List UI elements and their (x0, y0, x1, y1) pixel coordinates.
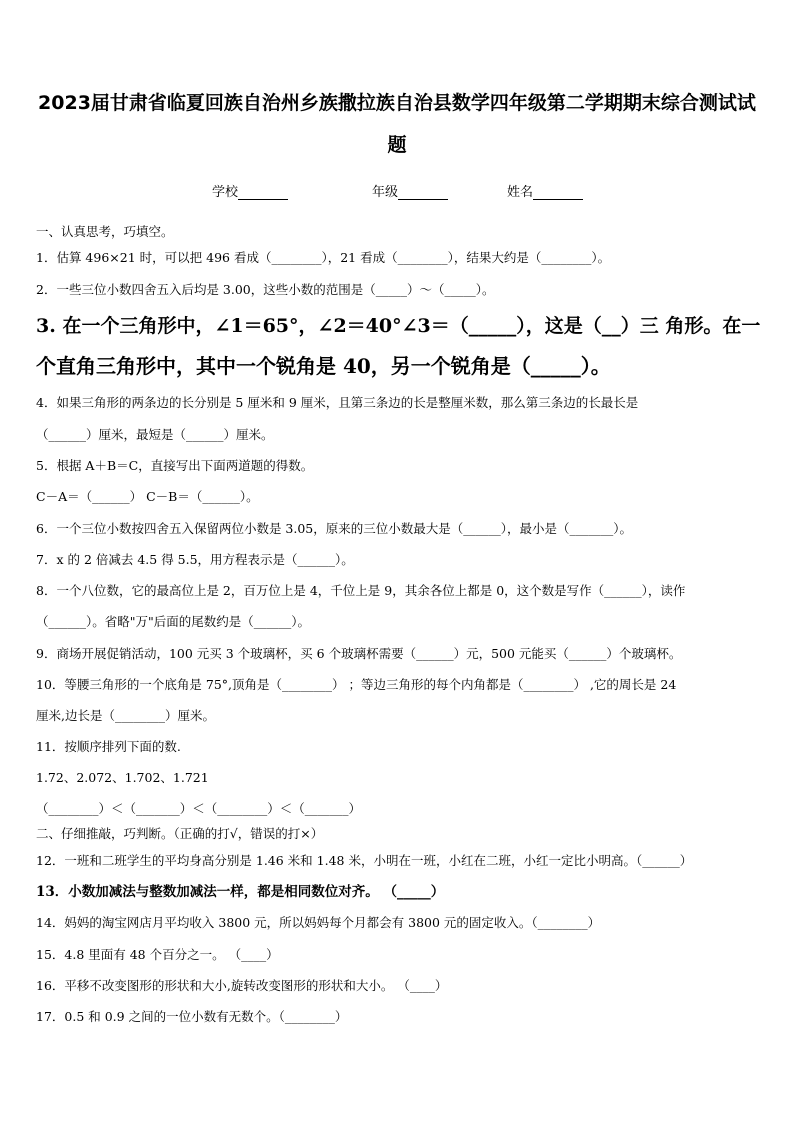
question-11-numbers: 1.72、2.072、1.702、1.721 (36, 770, 209, 785)
question-16: 16．平移不改变图形的形状和大小,旋转改变图形的形状和大小。 （____） (36, 978, 448, 993)
question-4-line-1: 4．如果三角形的两条边的长分别是 5 厘米和 9 厘米，且第三条边的长是整厘米数，那么第三条边的长最长是 (36, 395, 639, 410)
question-1: 1．估算 496×21 时，可以把 496 看成（________），21 看成（________），结果大约是（________）。 (36, 250, 611, 265)
name-field (507, 181, 583, 200)
question-17: 17．0.5 和 0.9 之间的一位小数有无数个。（________） (36, 1009, 348, 1024)
question-8-line-2: （______）。省略"万"后面的尾数约是（______）。 (36, 614, 310, 629)
question-9: 9．商场开展促销活动，100 元买 3 个玻璃杯，买 6 个玻璃杯需要（______）元，500 元能买（______）个玻璃杯。 (36, 646, 682, 661)
name-blank[interactable] (533, 185, 583, 200)
question-14: 14．妈妈的淘宝网店月平均收入 3800 元，所以妈妈每个月都会有 3800 元的固定收入。（________） (36, 915, 601, 930)
question-8-line-1: 8．一个八位数，它的最高位上是 2，百万位上是 4，千位上是 9，其余各位上都是 0，这个数是写作（______），读作 (36, 583, 686, 598)
question-15: 15．4.8 里面有 48 个百分之一。 （____） (36, 947, 279, 962)
school-field (212, 181, 288, 200)
school-label: 学校 (212, 185, 239, 200)
grade-field (372, 181, 448, 200)
question-11-line-1: 11．按顺序排列下面的数. (36, 739, 181, 754)
grade-blank[interactable] (398, 185, 448, 200)
question-5-line-1: 5．根据 A＋B＝C，直接写出下面两道题的得数。 (36, 458, 314, 473)
question-12: 12．一班和二班学生的平均身高分别是 1.46 米和 1.48 米，小明在一班，小红在二班，小红一定比小明高。（______） (36, 853, 693, 868)
question-2: 2．一些三位小数四舍五入后均是 3.00，这些小数的范围是（_____）～（_____）。 (36, 282, 495, 297)
section-1-heading: 一、认真思考，巧填空。 (36, 224, 174, 239)
question-10-line-2: 厘米,边长是（________）厘米。 (36, 708, 215, 723)
question-11-answer-blanks: （________）＜（_______）＜（________）＜（_______） (36, 801, 362, 816)
question-3-line-2: 个直角三角形中，其中一个锐角是 40，另一个锐角是（_____）。 (36, 354, 611, 378)
question-4-line-2: （______）厘米，最短是（______）厘米。 (36, 427, 274, 442)
page-title-line-2: 题 (387, 134, 407, 156)
question-5-line-2: C－A＝（______） C－B＝（______）。 (36, 489, 259, 504)
question-6: 6．一个三位小数按四舍五入保留两位小数是 3.05，原来的三位小数最大是（______），最小是（_______）。 (36, 521, 633, 536)
section-2-heading: 二、仔细推敲，巧判断。（正确的打√，错误的打×） (36, 826, 324, 841)
school-blank[interactable] (238, 185, 288, 200)
question-13: 13．小数加减法与整数加减法一样，都是相同数位对齐。 （_____） (36, 884, 445, 900)
question-10-line-1: 10．等腰三角形的一个底角是 75°,顶角是（________） ；等边三角形的每个内角都是（________） ,它的周长是 24 (36, 677, 677, 692)
name-label: 姓名 (507, 185, 534, 200)
question-7: 7．x 的 2 倍减去 4.5 得 5.5，用方程表示是（______）。 (36, 552, 354, 567)
question-3-line-1: 3. 在一个三角形中，∠1＝65°，∠2＝40°∠3＝（_____），这是（__）三 角形。在一 (36, 315, 761, 337)
student-info-row (0, 181, 794, 201)
page-title-line-1: 2023届甘肃省临夏回族自治州乡族撒拉族自治县数学四年级第二学期期末综合测试试 (38, 92, 756, 114)
grade-label: 年级 (372, 185, 399, 200)
